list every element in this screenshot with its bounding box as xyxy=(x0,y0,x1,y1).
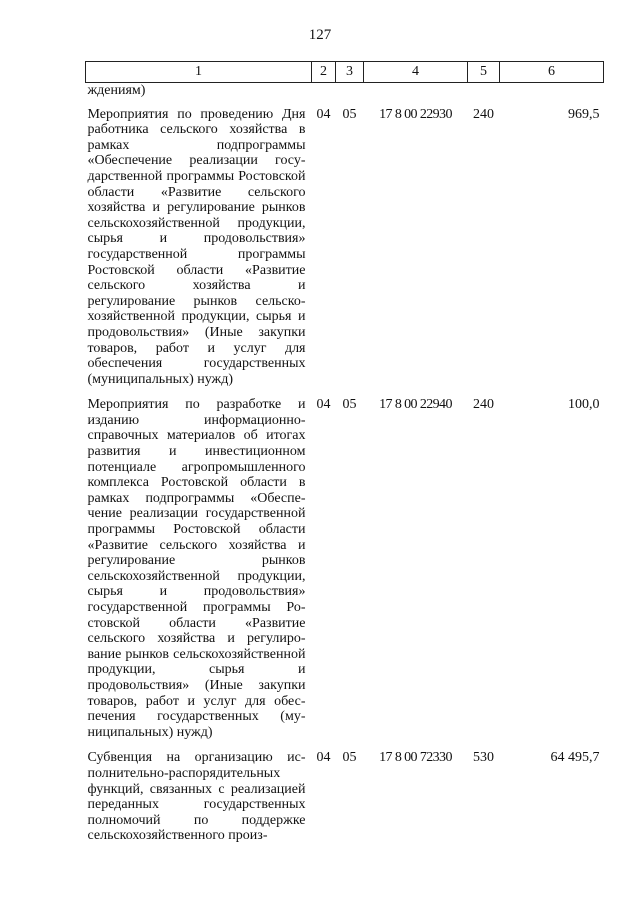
row-sum: 100,0 xyxy=(568,397,600,413)
column-header-5: 5 xyxy=(468,62,500,83)
table-row xyxy=(86,391,604,744)
column-header-3: 3 xyxy=(336,62,364,83)
row-section: 04 xyxy=(316,106,331,122)
row-section: 04 xyxy=(316,750,331,766)
row-target-article: 17 8 00 22930 xyxy=(379,106,452,122)
row-section: 04 xyxy=(316,397,331,413)
row-subsection: 05 xyxy=(342,106,357,122)
column-header-2: 2 xyxy=(312,62,336,83)
row-expense-type: 530 xyxy=(473,750,494,766)
column-header-1: 1 xyxy=(86,62,312,83)
row-description: Мероприятия по разработке и изданию информационно-справочных материалов об итогах развития и инвестиционном потенциале агропромышленного комплекса Ростовской области в рамках подпрограммы «Обеспечение реализации государственной программы Ростовской области «Развитие сельского хозяйства и регулирование рынков сельскохозяйственной продукции, сырья и продовольствия» государственной программы Ростовской области «Развитие сельского хозяйства и регулирование рынков сельскохозяйственной продукции, сырья и продовольствия» (Иные закупки товаров, работ и услуг для обеспечения государственных (муниципальных) нужд) xyxy=(87,397,306,740)
row-sum: 969,5 xyxy=(568,106,600,122)
row-target-article: 17 8 00 72330 xyxy=(379,750,452,766)
row-description: Субвенция на организацию исполнительно-распорядительных функций, связанных с реализацией переданных государственных полномочий по поддержке сельскохозяйственного произ- xyxy=(87,750,306,844)
page-number: 127 xyxy=(308,27,332,43)
row-description: Мероприятия по проведению Дня работника сельского хозяйства в рамках подпрограммы «Обеспечение реализации государственной программы Ростовской области «Развитие сельского хозяйства и регулирование рынков сельскохозяйственной продукции, сырья и продовольствия» государственной программы Ростовской области «Развитие сельского хозяйства и регулирование рынков сельскохозяйственной продукции, сырья и продовольствия» (Иные закупки товаров, работ и услуг для обеспечения государственных (муниципальных) нужд) xyxy=(87,106,306,387)
row-expense-type: 240 xyxy=(473,106,494,122)
table-header-row xyxy=(86,62,604,83)
row-expense-type: 240 xyxy=(473,397,494,413)
continuation-row xyxy=(86,83,604,101)
table-row xyxy=(86,744,604,848)
budget-table xyxy=(85,61,604,848)
row-subsection: 05 xyxy=(342,750,357,766)
row-subsection: 05 xyxy=(342,397,357,413)
column-header-6: 6 xyxy=(500,62,604,83)
row-sum: 64 495,7 xyxy=(550,750,600,766)
continuation-text: ждениям) xyxy=(87,83,146,98)
column-header-4: 4 xyxy=(364,62,468,83)
table-row xyxy=(86,101,604,392)
row-target-article: 17 8 00 22940 xyxy=(379,397,452,413)
